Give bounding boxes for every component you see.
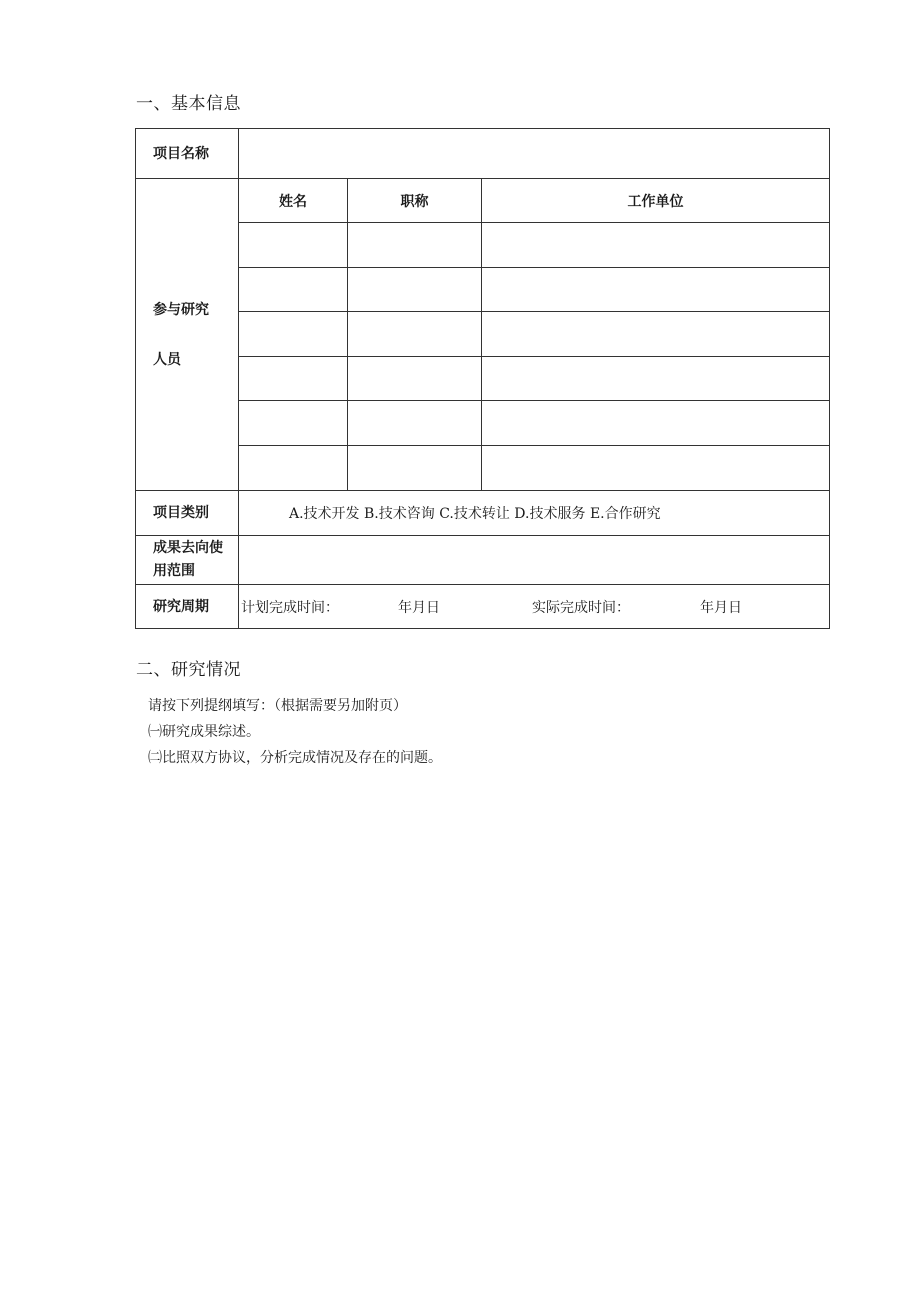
researcher-row bbox=[136, 223, 830, 268]
researcher-unit-field[interactable] bbox=[482, 268, 830, 312]
actual-date-field[interactable]: 年月日 bbox=[700, 599, 742, 616]
researcher-row bbox=[136, 357, 830, 401]
project-name-row bbox=[136, 129, 830, 179]
column-header-name: 姓名 bbox=[239, 179, 348, 223]
researcher-unit-field[interactable] bbox=[482, 357, 830, 401]
researcher-name-field[interactable] bbox=[239, 223, 348, 268]
researchers-label-line2: 人员 bbox=[153, 351, 181, 368]
column-header-unit: 工作单位 bbox=[482, 179, 830, 223]
researchers-label bbox=[136, 179, 239, 491]
outcome-label-line1: 成果去向使 bbox=[153, 540, 223, 556]
researcher-title-field[interactable] bbox=[348, 446, 482, 491]
researchers-header-row bbox=[136, 179, 830, 223]
researcher-title-field[interactable] bbox=[348, 223, 482, 268]
section-heading-research-status: 二、研究情况 bbox=[136, 660, 241, 680]
researcher-row bbox=[136, 312, 830, 357]
section-heading-basic-info: 一、基本信息 bbox=[136, 94, 241, 114]
period-label: 研究周期 bbox=[136, 585, 239, 629]
researcher-unit-field[interactable] bbox=[482, 312, 830, 357]
outcome-field[interactable] bbox=[239, 536, 830, 585]
researcher-unit-field[interactable] bbox=[482, 401, 830, 446]
researcher-unit-field[interactable] bbox=[482, 446, 830, 491]
project-name-label: 项目名称 bbox=[136, 129, 239, 179]
researcher-name-field[interactable] bbox=[239, 357, 348, 401]
instruction-item: ㈠研究成果综述。 bbox=[148, 724, 260, 740]
researcher-title-field[interactable] bbox=[348, 357, 482, 401]
researcher-row bbox=[136, 446, 830, 491]
category-options: A.技术开发 B.技术咨询 C.技术转让 D.技术服务 E.合作研究 bbox=[239, 491, 830, 536]
researcher-name-field[interactable] bbox=[239, 312, 348, 357]
outcome-row bbox=[136, 536, 830, 585]
outcome-label bbox=[136, 536, 239, 585]
category-label: 项目类别 bbox=[136, 491, 239, 536]
researcher-row bbox=[136, 268, 830, 312]
researcher-unit-field[interactable] bbox=[482, 223, 830, 268]
researcher-title-field[interactable] bbox=[348, 312, 482, 357]
researcher-title-field[interactable] bbox=[348, 401, 482, 446]
category-row bbox=[136, 491, 830, 536]
researcher-title-field[interactable] bbox=[348, 268, 482, 312]
period-field bbox=[239, 585, 830, 629]
researcher-name-field[interactable] bbox=[239, 446, 348, 491]
basic-info-table bbox=[135, 128, 830, 629]
researcher-row bbox=[136, 401, 830, 446]
researcher-name-field[interactable] bbox=[239, 268, 348, 312]
period-row bbox=[136, 585, 830, 629]
column-header-title: 职称 bbox=[348, 179, 482, 223]
project-name-field[interactable] bbox=[239, 129, 830, 179]
instructions-list bbox=[148, 693, 442, 771]
planned-date-field[interactable]: 年月日 bbox=[398, 599, 440, 616]
instruction-item: ㈡比照双方协议，分析完成情况及存在的问题。 bbox=[148, 750, 442, 766]
actual-label: 实际完成时间： bbox=[532, 599, 630, 616]
researchers-label-line1: 参与研究 bbox=[153, 301, 209, 318]
instructions-intro: 请按下列提纲填写：（根据需要另加附页） bbox=[148, 698, 407, 714]
planned-label: 计划完成时间： bbox=[241, 599, 339, 616]
researcher-name-field[interactable] bbox=[239, 401, 348, 446]
outcome-label-line2: 用范围 bbox=[153, 563, 195, 579]
